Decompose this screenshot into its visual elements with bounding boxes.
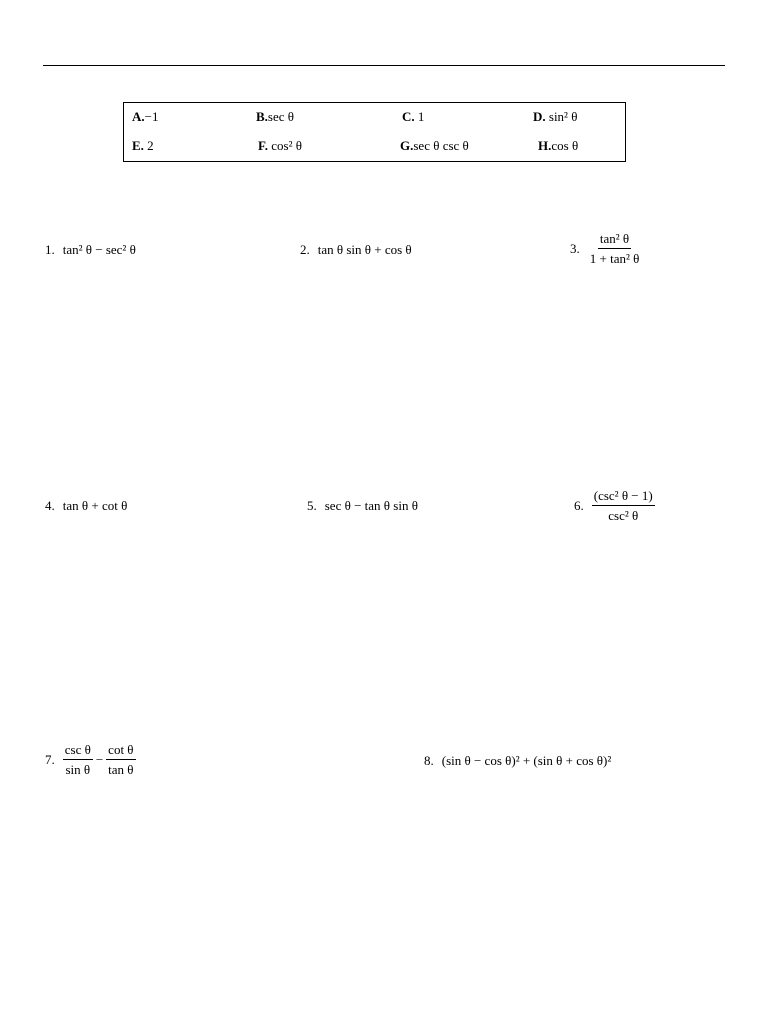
problem-7 [45,742,136,778]
answer-letter: E. [132,138,144,153]
answer-option-a [132,109,158,125]
problem-6 [574,488,655,524]
problem-number: 6. [574,498,584,513]
problem-number: 5. [307,498,317,513]
answer-value: 1 [417,109,425,124]
problem-number: 8. [424,753,434,768]
answer-letter: D. [533,109,546,124]
answer-value: cos² θ [271,138,302,153]
answer-option-h [538,138,578,154]
problem-fraction [588,231,642,267]
answer-letter: A. [132,109,145,124]
answer-letter: C. [402,109,415,124]
answer-value: 2 [147,138,154,153]
answer-value: sec θ csc θ [413,138,469,153]
answer-option-c [402,109,424,125]
problem-4 [45,498,127,514]
fraction-numerator: csc θ [63,742,93,760]
problem-expression: tan θ sin θ + cos θ [317,242,412,257]
fraction-denominator: sin θ [65,762,91,777]
problem-8 [424,753,611,769]
problem-number: 4. [45,498,55,513]
answer-value: −1 [144,109,159,124]
problem-expression: (sin θ − cos θ)² + (sin θ + cos θ)² [441,753,612,768]
problem-fraction [592,488,655,524]
fraction-denominator: 1 + tan² θ [589,251,640,266]
problem-number: 7. [45,752,55,767]
minus-operator: − [95,752,104,767]
answer-letter: F. [258,138,268,153]
answer-option-d [533,109,577,125]
problem-5 [307,498,418,514]
answer-option-g [400,138,469,154]
problem-expression: tan θ + cot θ [62,498,128,513]
problem-expression: sec θ − tan θ sin θ [324,498,418,513]
answer-value: sec θ [267,109,294,124]
fraction-numerator: tan² θ [598,231,631,249]
answer-value: sin² θ [548,109,578,124]
answer-letter: H. [538,138,552,153]
problem-1 [45,242,136,258]
fraction-denominator: tan θ [108,762,134,777]
fraction-numerator: cot θ [106,742,135,760]
problem-fraction-2 [106,742,135,778]
answer-value: cos θ [551,138,579,153]
problem-3 [570,231,641,267]
answer-option-f [258,138,302,154]
fraction-numerator: (csc² θ − 1) [592,488,655,506]
problem-number: 3. [570,241,580,256]
problem-number: 2. [300,242,310,257]
problem-number: 1. [45,242,55,257]
fraction-denominator: csc² θ [608,508,639,523]
answer-option-e [132,138,154,154]
answer-letter: B. [256,109,268,124]
header-rule [43,65,725,66]
answer-option-b [256,109,294,125]
problem-2 [300,242,412,258]
answer-letter: G. [400,138,414,153]
problem-expression: tan² θ − sec² θ [62,242,136,257]
problem-fraction-1 [63,742,93,778]
